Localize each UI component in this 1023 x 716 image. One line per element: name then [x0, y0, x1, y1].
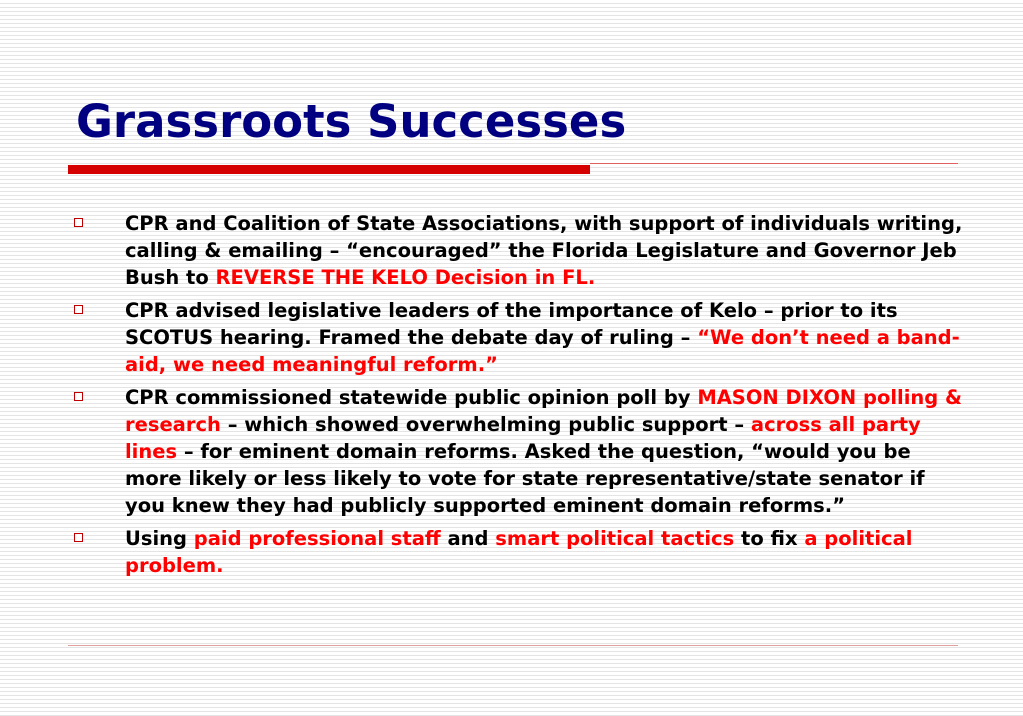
highlight-text: smart political tactics	[495, 527, 735, 550]
bullet-text: Using	[125, 527, 194, 550]
checkbox-icon	[74, 218, 83, 227]
bullet-text: CPR advised legislative leaders of the importance of Kelo – prior to its SCOTUS hearing. Framed the debate day of ruling –	[125, 299, 898, 349]
bullet-item-legislative-advice	[72, 297, 967, 378]
highlight-text: across all party lines	[125, 413, 921, 463]
bullet-text: and	[440, 527, 496, 550]
checkbox-icon	[74, 392, 83, 401]
footer-rule	[68, 645, 958, 646]
bullet-list	[72, 210, 967, 585]
bullet-text: to fix	[734, 527, 805, 550]
checkbox-icon	[74, 305, 83, 314]
bullet-item-professional-staff	[72, 525, 967, 579]
highlight-text: REVERSE THE KELO Decision in FL.	[215, 266, 596, 289]
highlight-text: a political problem.	[125, 527, 913, 577]
bullet-item-opinion-poll	[72, 384, 967, 519]
title-underline-thick	[68, 165, 590, 174]
slide-title: Grassroots Successes	[76, 95, 627, 148]
bullet-text: CPR and Coalition of State Associations, with support of individuals writing, calling & emailing – “encouraged” the Florida Legislature and Governor Jeb Bush to	[125, 212, 963, 289]
quote-text: “We don’t need a band-aid, we need meaningful reform.”	[125, 326, 960, 376]
highlight-text: MASON DIXON polling & research	[125, 386, 963, 436]
checkbox-icon	[74, 533, 83, 542]
bullet-text: – which showed overwhelming public support –	[220, 413, 751, 436]
bullet-text: CPR commissioned statewide public opinion poll by	[125, 386, 698, 409]
bullet-text: – for eminent domain reforms. Asked the question, “would you be more likely or less likely to vote for state representative/state senator if you knew they had publicly supported eminent domain reforms.”	[125, 440, 925, 517]
bullet-item-kelo-reversal	[72, 210, 967, 291]
title-underline-thin	[590, 163, 958, 164]
highlight-text: paid professional staff	[193, 527, 441, 550]
